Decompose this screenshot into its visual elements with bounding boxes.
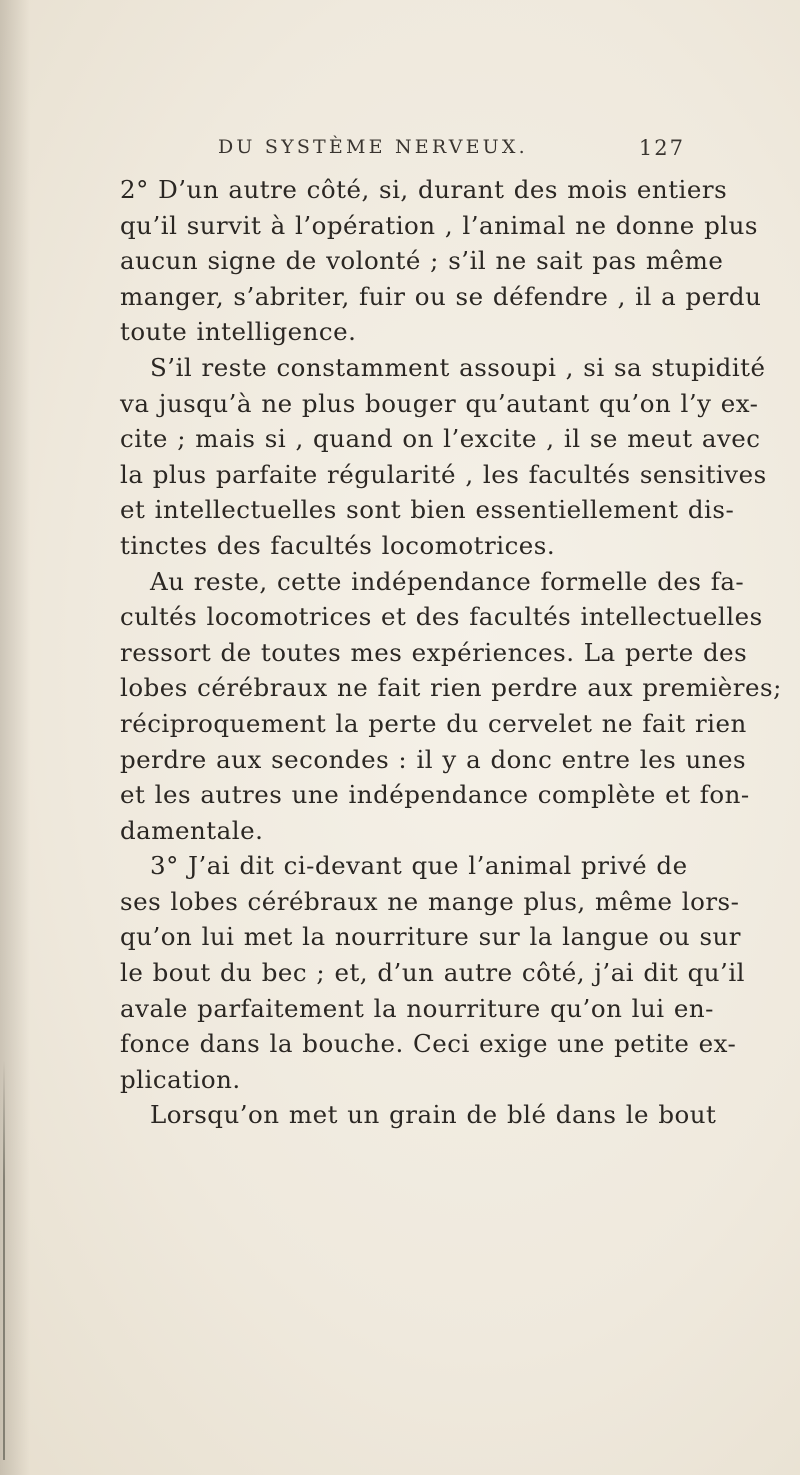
text-line: et intellectuelles sont bien essentiellement dis- bbox=[120, 495, 735, 525]
text-line: cite ; mais si , quand on l’excite , il se meut avec bbox=[120, 424, 761, 454]
text-line: le bout du bec ; et, d’un autre côté, j’ai dit qu’il bbox=[120, 958, 745, 988]
text-line: plication. bbox=[120, 1064, 241, 1094]
text-line: 3° J’ai dit ci-devant que l’animal privé de bbox=[150, 851, 688, 881]
text-line: et les autres une indépendance complète et fon- bbox=[120, 780, 750, 810]
text-line: lobes cérébraux ne fait rien perdre aux premières; bbox=[120, 673, 782, 703]
running-title: DU SYSTÈME NERVEUX. bbox=[218, 136, 528, 158]
text-line: perdre aux secondes : il y a donc entre les unes bbox=[120, 744, 747, 774]
text-line: qu’on lui met la nourriture sur la langue ou sur bbox=[120, 922, 742, 952]
text-line: 2° D’un autre côté, si, durant des mois entiers bbox=[120, 175, 728, 204]
text-line: va jusqu’à ne plus bouger qu’autant qu’on l’y ex- bbox=[120, 388, 759, 418]
text-line: toute intelligence. bbox=[120, 317, 357, 347]
text-line: qu’il survit à l’opération , l’animal ne donne plus bbox=[120, 210, 758, 240]
text-line: réciproquement la perte du cervelet ne fait rien bbox=[120, 708, 747, 738]
text-line: manger, s’abriter, fuir ou se défendre , il a perdu bbox=[120, 281, 762, 311]
text-line: ses lobes cérébraux ne mange plus, même lors- bbox=[120, 886, 740, 916]
text-line: ressort de toutes mes expériences. La perte des bbox=[120, 637, 748, 667]
text-line: cultés locomotrices et des facultés intellectuelles bbox=[120, 602, 763, 632]
page-edge-line bbox=[3, 1060, 5, 1460]
page-number: 127 bbox=[638, 136, 685, 160]
text-line: Lorsqu’on met un grain de blé dans le bout bbox=[150, 1100, 717, 1130]
text-line: S’il reste constamment assoupi , si sa stupidité bbox=[150, 352, 766, 382]
text-line: la plus parfaite régularité , les facultés sensitives bbox=[120, 459, 767, 489]
body-text bbox=[120, 172, 782, 1133]
text-line: fonce dans la bouche. Ceci exige une petite ex- bbox=[120, 1029, 737, 1059]
page-header bbox=[120, 136, 685, 166]
text-line: aucun signe de volonté ; s’il ne sait pas même bbox=[120, 246, 724, 276]
text-line: tinctes des facultés locomotrices. bbox=[120, 530, 556, 560]
text-line: avale parfaitement la nourriture qu’on lui en- bbox=[120, 993, 714, 1023]
text-line: damentale. bbox=[120, 815, 264, 845]
text-line: Au reste, cette indépendance formelle des fa- bbox=[150, 566, 745, 596]
